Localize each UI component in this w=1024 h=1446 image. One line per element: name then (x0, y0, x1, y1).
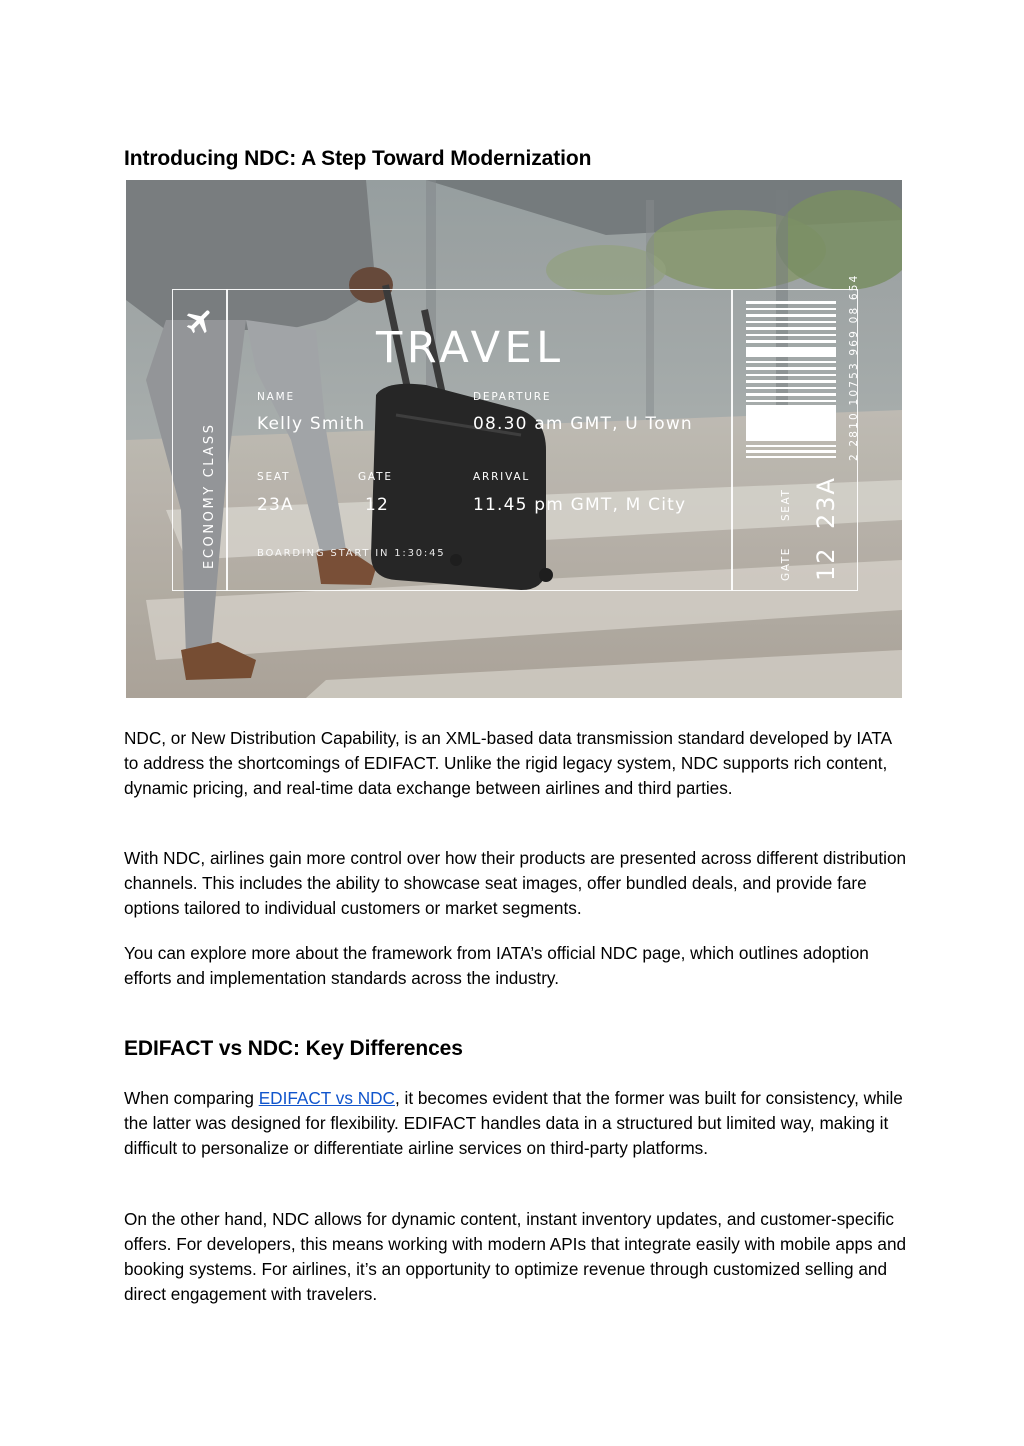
boarding-countdown: BOARDING START IN 1:30:45 (257, 548, 446, 559)
paragraph-text: When comparing (124, 1088, 259, 1108)
departure-value: 08.30 am GMT, U Town (473, 414, 693, 434)
stub-gate-value: 12 (812, 546, 840, 581)
ticket-divider (226, 289, 228, 591)
paragraph-ndc-definition: NDC, or New Distribution Capability, is an XML-based data transmission standard developed by IATA to address the shortcomings of EDIFACT. Unlike the rigid legacy system, NDC supports rich content, dynamic pricing, and real-time data exchange between airlines and third parties. (124, 728, 892, 798)
seat-label: SEAT (257, 471, 291, 483)
paragraph-ndc-benefits: On the other hand, NDC allows for dynamic content, instant inventory updates, and customer-specific offers. For developers, this means working with modern APIs that integrate easily with mobile apps and booking systems. For airlines, it’s an opportunity to optimize revenue through customized selling and direct engagement with travelers. (124, 1209, 907, 1304)
boarding-pass-overlay (172, 273, 860, 591)
section-heading-differences: EDIFACT vs NDC: Key Differences (124, 1037, 463, 1060)
stub-seat-value: 23A (812, 476, 840, 529)
airplane-icon (184, 305, 216, 337)
seat-value: 23A (257, 495, 294, 515)
gate-value: 12 (365, 495, 390, 515)
gate-label: GATE (358, 471, 393, 483)
departure-label: DEPARTURE (473, 391, 552, 403)
name-label: NAME (257, 391, 295, 403)
section-heading-ndc: Introducing NDC: A Step Toward Modernization (124, 147, 592, 170)
arrival-value: 11.45 pm GMT, M City (473, 495, 687, 515)
barcode-graphic (746, 301, 836, 459)
paragraph-iata-reference: You can explore more about the framework from IATA’s official NDC page, which outlines adoption efforts and implementation standards across the industry. (124, 943, 869, 988)
ticket-title: TRAVEL (376, 323, 565, 373)
barcode-number: 2 2810 10753 969 08 654 (848, 273, 860, 461)
stub-seat-label: SEAT (780, 488, 792, 521)
name-value: Kelly Smith (257, 414, 366, 434)
paragraph-edifact-comparison (124, 1086, 909, 1161)
paragraph-ndc-control: With NDC, airlines gain more control over how their products are presented across different distribution channels. This includes the ability to showcase seat images, offer bundled deals, and provide fare options tailored to individual customers or market segments. (124, 848, 907, 918)
stub-gate-label: GATE (780, 547, 792, 581)
arrival-label: ARRIVAL (473, 471, 531, 483)
edifact-vs-ndc-link[interactable]: EDIFACT vs NDC (258, 1088, 395, 1108)
ticket-class: ECONOMY CLASS (202, 422, 217, 569)
paragraph-text: , it becomes evident that the former was built for consistency, while the latter was designed for flexibility. EDIFACT handles data in a structured but limited way, making it difficult to personalize or differentiate airline services on third-party platforms. (124, 1088, 903, 1158)
